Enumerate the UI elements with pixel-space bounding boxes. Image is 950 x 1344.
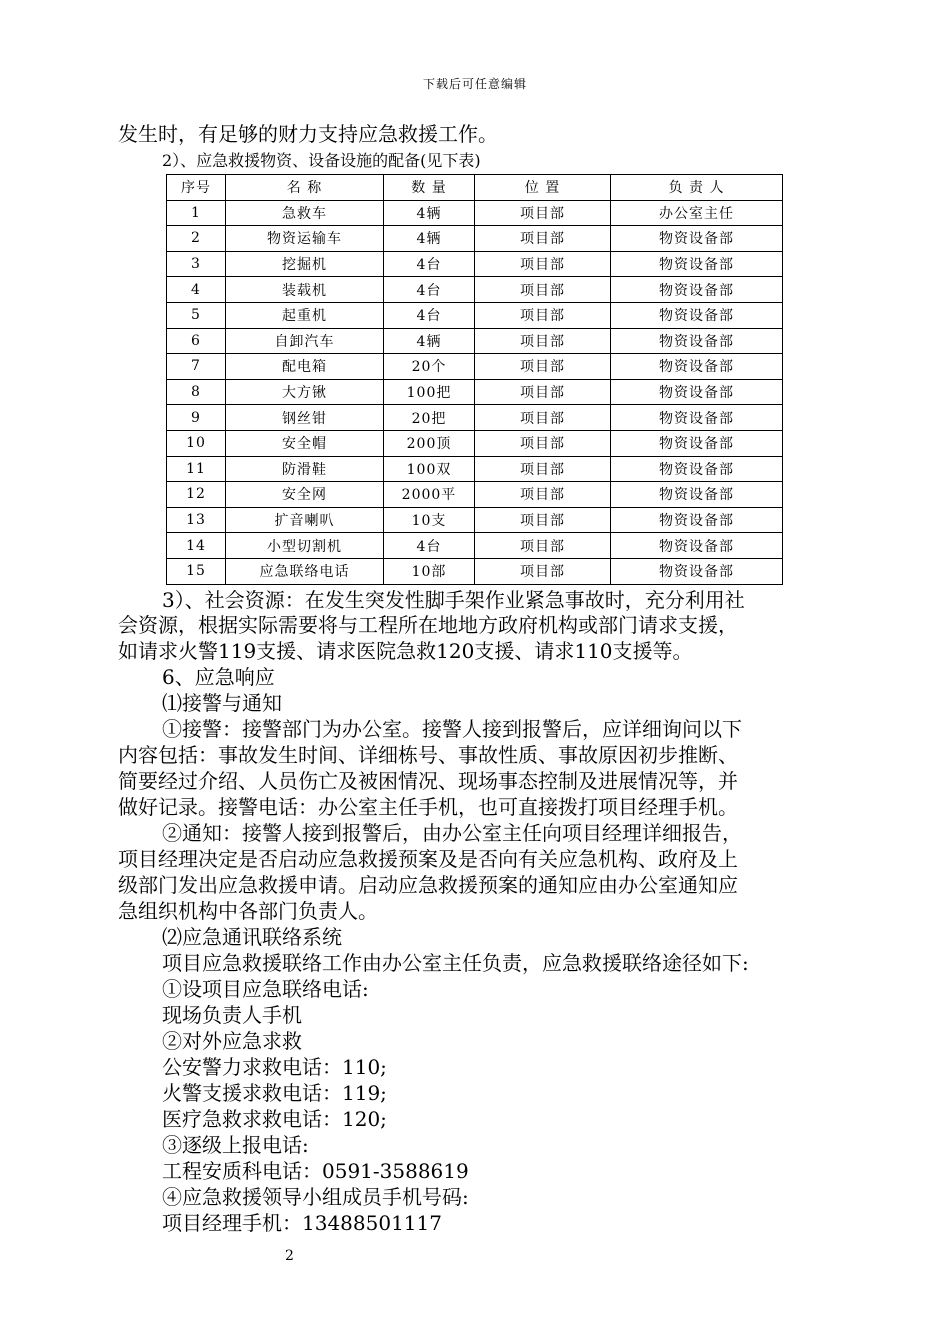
cell-owner: 物资设备部	[611, 354, 783, 380]
cell-owner: 办公室主任	[611, 200, 783, 226]
table-row	[167, 558, 783, 584]
table-row	[167, 533, 783, 559]
cell-owner: 物资设备部	[611, 379, 783, 405]
table-row	[167, 430, 783, 456]
cell-location: 项目部	[475, 558, 611, 584]
body-line: 简要经过介绍、人员伤亡及被困情况、现场事态控制及进展情况等，并	[118, 769, 738, 793]
table-row	[167, 328, 783, 354]
cell-quantity: 100把	[384, 379, 475, 405]
cell-location: 项目部	[475, 430, 611, 456]
cell-name: 应急联络电话	[226, 558, 384, 584]
cell-name: 大方锹	[226, 379, 384, 405]
cell-location: 项目部	[475, 200, 611, 226]
cell-location: 项目部	[475, 405, 611, 431]
table-row	[167, 354, 783, 380]
cell-quantity: 20把	[384, 405, 475, 431]
cell-owner: 物资设备部	[611, 507, 783, 533]
cell-name: 安全帽	[226, 430, 384, 456]
body-line: 急组织机构中各部门负责人。	[118, 899, 378, 923]
cell-index: 12	[167, 482, 226, 508]
body-line: ②通知：接警人接到报警后，由办公室主任向项目经理详细报告，	[162, 821, 742, 845]
cell-quantity: 4辆	[384, 226, 475, 252]
cell-location: 项目部	[475, 507, 611, 533]
body-line: 项目经理手机：13488501117	[162, 1211, 442, 1235]
body-line: ①接警：接警部门为办公室。接警人接到报警后，应详细询问以下	[162, 717, 742, 741]
cell-owner: 物资设备部	[611, 482, 783, 508]
cell-name: 小型切割机	[226, 533, 384, 559]
table-header-row	[167, 175, 783, 201]
col-header-location: 位 置	[475, 175, 611, 201]
cell-location: 项目部	[475, 533, 611, 559]
body-line: 公安警力求救电话：110;	[162, 1055, 387, 1079]
col-header-index: 序号	[167, 175, 226, 201]
cell-name: 防滑鞋	[226, 456, 384, 482]
cell-index: 3	[167, 251, 226, 277]
table-row	[167, 405, 783, 431]
cell-index: 1	[167, 200, 226, 226]
cell-name: 挖掘机	[226, 251, 384, 277]
cell-index: 4	[167, 277, 226, 303]
body-line: 项目经理决定是否启动应急救援预案及是否向有关应急机构、政府及上	[118, 847, 738, 871]
cell-index: 10	[167, 430, 226, 456]
body-line: 3）、社会资源：在发生突发性脚手架作业紧急事故时，充分利用社	[162, 588, 745, 612]
cell-quantity: 10支	[384, 507, 475, 533]
cell-location: 项目部	[475, 277, 611, 303]
cell-index: 7	[167, 354, 226, 380]
body-line: 如请求火警119支援、请求医院急救120支援、请求110支援等。	[118, 639, 693, 663]
cell-index: 15	[167, 558, 226, 584]
page-header: 下载后可任意编辑	[422, 77, 527, 91]
body-line: 级部门发出应急救援申请。启动应急救援预案的通知应由办公室通知应	[118, 873, 738, 897]
table-row	[167, 200, 783, 226]
body-line: ④应急救援领导小组成员手机号码:	[162, 1185, 469, 1209]
col-header-quantity: 数 量	[384, 175, 475, 201]
cell-quantity: 10部	[384, 558, 475, 584]
table-row	[167, 507, 783, 533]
cell-owner: 物资设备部	[611, 533, 783, 559]
cell-owner: 物资设备部	[611, 328, 783, 354]
subsection-heading: ⑴接警与通知	[162, 691, 282, 715]
cell-name: 扩音喇叭	[226, 507, 384, 533]
cell-index: 2	[167, 226, 226, 252]
body-line: 内容包括：事故发生时间、详细栋号、事故性质、事故原因初步推断、	[118, 743, 738, 767]
cell-index: 8	[167, 379, 226, 405]
cell-name: 急救车	[226, 200, 384, 226]
cell-owner: 物资设备部	[611, 558, 783, 584]
cell-quantity: 4台	[384, 251, 475, 277]
cell-quantity: 200顶	[384, 430, 475, 456]
cell-quantity: 4台	[384, 533, 475, 559]
table-row	[167, 482, 783, 508]
cell-owner: 物资设备部	[611, 251, 783, 277]
cell-index: 5	[167, 302, 226, 328]
body-line: ③逐级上报电话:	[162, 1133, 309, 1157]
cell-name: 装载机	[226, 277, 384, 303]
body-line: 火警支援求救电话：119;	[162, 1081, 387, 1105]
intro-line: 发生时，有足够的财力支持应急救援工作。	[118, 122, 498, 146]
cell-name: 钢丝钳	[226, 405, 384, 431]
cell-index: 13	[167, 507, 226, 533]
table-row	[167, 251, 783, 277]
col-header-owner: 负 责 人	[611, 175, 783, 201]
body-line: ②对外应急求救	[162, 1029, 302, 1053]
cell-name: 起重机	[226, 302, 384, 328]
cell-quantity: 2000平	[384, 482, 475, 508]
cell-location: 项目部	[475, 354, 611, 380]
cell-index: 14	[167, 533, 226, 559]
page-number: 2	[285, 1248, 294, 1264]
section2-heading: 2）、应急救援物资、设备设施的配备(见下表)	[162, 151, 481, 170]
cell-location: 项目部	[475, 302, 611, 328]
section-heading: 6、应急响应	[162, 665, 275, 689]
body-line: 项目应急救援联络工作由办公室主任负责，应急救援联络途径如下:	[162, 951, 749, 975]
body-line: 现场负责人手机	[162, 1003, 302, 1027]
body-line: 做好记录。接警电话：办公室主任手机，也可直接拨打项目经理手机。	[118, 795, 738, 819]
cell-location: 项目部	[475, 456, 611, 482]
cell-name: 配电箱	[226, 354, 384, 380]
cell-quantity: 100双	[384, 456, 475, 482]
cell-owner: 物资设备部	[611, 226, 783, 252]
subsection-heading: ⑵应急通讯联络系统	[162, 925, 342, 949]
cell-owner: 物资设备部	[611, 405, 783, 431]
body-line: 会资源，根据实际需要将与工程所在地地方政府机构或部门请求支援，	[118, 613, 738, 637]
cell-name: 自卸汽车	[226, 328, 384, 354]
cell-index: 11	[167, 456, 226, 482]
body-line: ①设项目应急联络电话:	[162, 977, 369, 1001]
col-header-name: 名 称	[226, 175, 384, 201]
table-row	[167, 277, 783, 303]
table-row	[167, 456, 783, 482]
cell-quantity: 4台	[384, 277, 475, 303]
cell-location: 项目部	[475, 226, 611, 252]
body-line: 工程安质科电话：0591-3588619	[162, 1159, 469, 1183]
table-row	[167, 302, 783, 328]
cell-name: 物资运输车	[226, 226, 384, 252]
cell-location: 项目部	[475, 379, 611, 405]
cell-location: 项目部	[475, 328, 611, 354]
body-line: 医疗急救求救电话：120;	[162, 1107, 387, 1131]
equipment-table	[166, 174, 783, 585]
cell-quantity: 4台	[384, 302, 475, 328]
table-row	[167, 226, 783, 252]
cell-index: 9	[167, 405, 226, 431]
cell-location: 项目部	[475, 251, 611, 277]
cell-name: 安全网	[226, 482, 384, 508]
cell-owner: 物资设备部	[611, 277, 783, 303]
cell-quantity: 20个	[384, 354, 475, 380]
table-row	[167, 379, 783, 405]
cell-owner: 物资设备部	[611, 302, 783, 328]
cell-quantity: 4辆	[384, 200, 475, 226]
cell-quantity: 4辆	[384, 328, 475, 354]
cell-index: 6	[167, 328, 226, 354]
cell-owner: 物资设备部	[611, 456, 783, 482]
cell-location: 项目部	[475, 482, 611, 508]
cell-owner: 物资设备部	[611, 430, 783, 456]
